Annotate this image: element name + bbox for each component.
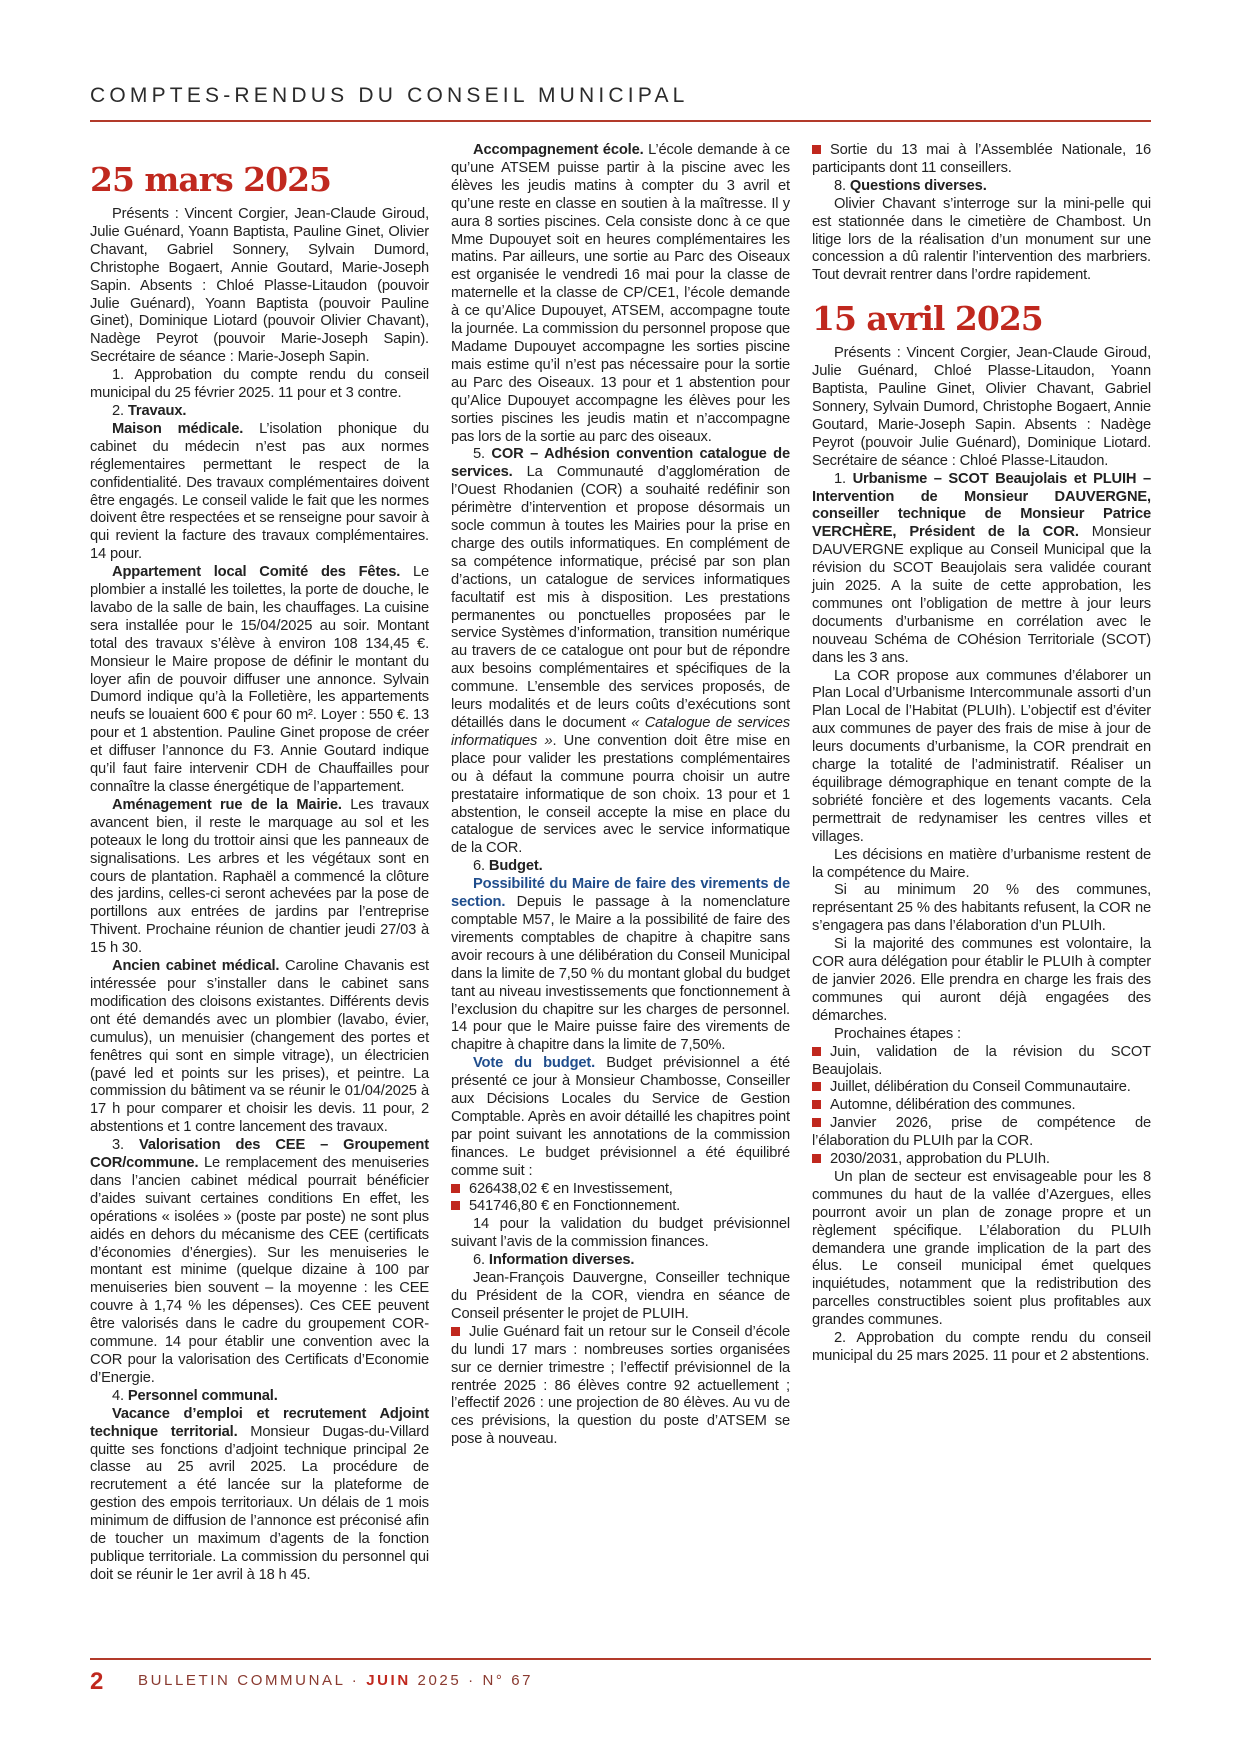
session-2-paragraph-3: Si au minimum 20 % des communes, représentant 25 % des habitants refusent, la COR ne s’engagera pas dans l’élaboration d’un PLUIh. [812,882,1151,935]
footer-rule [90,1658,1151,1660]
column-3 [812,142,1151,1645]
session-1-item-6b-heading: 6. Information diverses. [473,1252,635,1269]
session-2-paragraph-1: La COR propose aux communes d’élaborer un Plan Local d’Urbanisme Intercommunale assorti d’un Plan Local de l’Habitat (PLUIh). L’objectif est d’éviter aux communes de payer des frais de mise à jour de leurs documents d’urbanisme, la COR prendrait en charge la totalité de l’administratif. Réaliser un équilibrage démographique en tenant compte de la sobriété foncière et des logements vacants. Cela permettrait de redynamiser les centres villes et villages. [812,667,1151,845]
session-1-title: 25 mars 2025 [90,160,332,199]
vacance-paragraph: Vacance d’emploi et recrutement Adjoint technique territorial. Monsieur Dugas-du-Villard quitte ses fonctions d’adjoint technique principal 2e classe au 25 avril 2025. La procédure de recrutement a été lancée sur la plateforme de gestion des empois territoriaux. Un délais de 1 mois minimum de diffusion de l’annonce est préconisé afin de toucher un maximum d’agents de la fonction publique territoriale. La commission du personnel qui doit se réunir le 1er avril à 18 h 45. [90,1405,429,1583]
session-2-closing: Un plan de secteur est envisageable pour les 8 communes du haut de la vallée d’Azergues, elles pourront avoir un plan de zonage propre et un règlement spécifique. L’élaboration du PLUIh demandera une grande implication de la part des élus. Le conseil municipal émet quelques inquiétudes, notamment que la redistribution des parcelles constructibles soient plus profitables aux grandes communes. [812,1168,1151,1329]
session-1-item-6-heading: 6. Budget. [473,858,543,875]
session-2-paragraph-4: Si la majorité des communes est volontaire, la COR aura délégation pour établir le PLUIh à compter de janvier 2026. Elle prendra en charge les frais des communes qui auront déjà engagées des démarches. [812,936,1151,1024]
cor-paragraph: 5. COR – Adhésion convention catalogue de services. La Communauté d’agglomération de l’Ouest Rhodanien (COR) a souhaité redéfinir son périmètre d’intervention et propose désormais un socle commun à toutes les Mairies pour la prise en charge des outils informatiques. En complément de sa compétence informatique, précisé par son plan d’actions, un catalogue de services informatiques facultatif est mis à disposition. Les prestations permanentes ou ponctuelles proposées par le service Systèmes d’information, transition numérique au travers de ce catalogue ont pour but de répondre aux besoins complémentaires et spécifiques de la commune. L’ensemble des services proposés, de leurs modalités et de leurs coûts d’exécutions sont détaillés dans le document « Catalogue de services informatiques ». Une convention doit être mise en place pour valider les prestations complémentaires ou à défaut la commune pourra choisir un autre prestataire informatique de son choix. 13 pour et 1 abstention, le conseil accepte la mise en place du catalogue de services avec le service informatique de la COR. [451,446,790,857]
step-item: Juillet, délibération du Conseil Communautaire. [812,1079,1151,1097]
article-columns [90,142,1152,1645]
budget-item-investissement: 626438,02 € en Investissement, [451,1181,790,1199]
cee-paragraph: 3. Valorisation des CEE – Groupement COR/commune. Le remplacement des menuiseries dans l’ancien cabinet médical pourrait bénéficier d’aides suivant certaines conditions En effet, les opérations « isolées » (poste par poste) ne sont plus aidés en dehors du mécanisme des CEE (certificats d’économies d’énergies). Sur les menuiseries le montant est minime (quelque dizaine à 100 par menuiseries bien souvent – la moyenne : les CEE couvre à 1,74 % les dépenses). Ces CEE peuvent être valorisés dans le cadre du groupement COR-commune. 14 pour établir une convention avec la COR pour la valorisation des Certificats d’Economie d’Energie. [90,1137,429,1386]
vote-paragraph: Vote du budget. Budget prévisionnel a été présenté ce jour à Monsieur Chambosse, Conseiller aux Décisions Locales du Service de Gestion Comptable. Après en avoir détaillé les chapitres point par point suivant les annotations de la commission finances. Le budget prévisionnel a été équilibré comme suit : [451,1055,790,1179]
appartement-paragraph: Appartement local Comité des Fêtes. Le plombier a installé les toilettes, la porte de douche, le lavabo de la salle de bain, les chauffages. La cuisine sera installée pour le 15/04/2025 au soir. Montant total des travaux s’élève à environ 108 134,45 €. Monsieur le Maire propose de définir le montant du loyer afin de pouvoir diffuser une annonce. Sylvain Dumord indique qu’à la Folletière, les appartements neufs se louaient 600 € pour 60 m². Loyer : 550 €. 13 pour et 1 abstention. Pauline Ginet propose de créer et diffuser l’annonce du F3. Annie Goutard indique qu’il faut faire intervenir CDH de Chauffailles pour connaître la classe énergétique de l’appartement. [90,564,429,795]
virement-paragraph: Possibilité du Maire de faire des virements de section. Depuis le passage à la nomenclature comptable M57, le Maire a la possibilité de faire des virements comptables de chapitre à chapitre sans avoir recours à une délibération du Conseil Municipal dans la limite de 7,50 % du montant global du budget tant au niveau investissements que fonctionnement à l’exclusion du chapitre sur les charges de personnel. 14 pour que le Maire puisse faire des virements de chapitre à chapitre dans la limite de 7,50%. [451,876,790,1054]
page-number: 2 [90,1668,104,1695]
step-item: Juin, validation de la révision du SCOT Beaujolais. [812,1043,1151,1078]
session-1-item-1: 1. Approbation du compte rendu du conseil municipal du 25 février 2025. 11 pour et 3 contre. [90,367,429,402]
session-1-presents: Présents : Vincent Corgier, Jean-Claude Giroud, Julie Guénard, Yoann Baptista, Pauline Ginet, Olivier Chavant, Gabriel Sonnery, Sylvain Dumord, Christophe Bogaert, Annie Goutard, Marie-Joseph Sapin. Absents : Chloé Plasse-Litaudon (pouvoir Julie Guénard), Yoann Baptista (pouvoir Pauline Ginet), Dominique Liotard (pouvoir Olivier Chavant), Nadège Peyrot (pouvoir Marie-Joseph Sapin). Secrétaire de séance : Marie-Joseph Sapin. [90,206,429,366]
header-rule [90,120,1151,122]
amenagement-paragraph: Aménagement rue de la Mairie. Les travaux avancent bien, il reste le marquage au sol et les poteaux le long du trottoir ainsi que les panneaux de signalisations. Les arbres et les végétaux sont en cours de plantation. Raphaël a commencé la clôture des jardins, celles-ci seront achevées par la pose de portillons aux entrées de jardins par l’entreprise Thivent. Prochaine réunion de chantier jeudi 27/03 à 15 h 30. [90,796,429,957]
session-2-presents: Présents : Vincent Corgier, Jean-Claude Giroud, Julie Guénard, Chloé Plasse-Litaudon, Yoann Baptista, Pauline Ginet, Olivier Chavant, Gabriel Sonnery, Sylvain Dumord, Christophe Bogaert, Annie Goutard, Marie-Joseph Sapin. Absents : Nadège Peyrot (pouvoir Julie Guénard), Dominique Liotard. Secrétaire de séance : Chloé Plasse-Litaudon. [812,345,1151,469]
column-1 [90,150,429,1645]
session-2-title: 15 avril 2025 [812,299,1043,339]
ancien-cabinet-paragraph: Ancien cabinet médical. Caroline Chavanis est intéressée pour s’installer dans le cabinet sans modification des cloisons existantes. Différents devis ont été demandés avec un plombier (lavabo, évier, cumulus), un menuisier (changement des portes et fenêtres qui sont en simple vitrage), un électricien (pavé led et points sur les prises), et peintre. La commission du bâtiment va se réunir le 01/04/2025 à 17 h pour comparer et choisir les devis. 11 pour, 2 abstentions et 1 contre lancement des travaux. [90,958,429,1136]
step-item: Janvier 2026, prise de compétence de l’élaboration du PLUIh par la COR. [812,1115,1151,1150]
info-paragraph: Jean-François Dauvergne, Conseiller technique du Président de la COR, viendra en séance de Conseil présenter le projet de PLUIH. [451,1270,790,1322]
session-1-item-4-heading: 4. Personnel communal. [112,1387,278,1404]
step-item: Automne, délibération des communes. [812,1097,1151,1115]
info-bullet-assemblee: Sortie du 13 mai à l’Assemblée Nationale, 16 participants dont 11 conseillers. [812,142,1151,176]
questions-diverses-paragraph: Olivier Chavant s’interroge sur la mini-pelle qui est stationnée dans le cimetière de Chambost. Un litige lors de la réalisation d’un monument sur une concession a dû ralentir l’intervention des marbriers. Tout devrait rentrer dans l’ordre rapidement. [812,195,1151,284]
session-2-item-2: 2. Approbation du compte rendu du conseil municipal du 25 mars 2025. 11 pour et 2 abstentions. [812,1330,1151,1364]
bulletin-footer: BULLETIN COMMUNAL · JUIN 2025 · N° 67 [138,1672,534,1689]
session-1-item-8-heading: 8. Questions diverses. [834,177,987,194]
info-bullet-conseil-ecole: Julie Guénard fait un retour sur le Conseil d’école du lundi 17 mars : nombreuses sorties organisées sur ce dernier trimestre ; l’effectif prévisionnel de la rentrée 2025 : 86 élèves contre 92 actuellement ; l’effectif 2026 : une projection de 80 élèves. Au vu de ces prévisions, la question du poste d’ATSEM se pose à nouveau. [451,1323,790,1448]
running-title: COMPTES-RENDUS DU CONSEIL MUNICIPAL [90,84,689,107]
session-1-item-2-heading: 2. Travaux. [112,402,187,419]
accompagnement-paragraph: Accompagnement école. L’école demande à ce qu’une ATSEM puisse partir à la piscine avec les élèves les jeudis matins à compter du 3 avril et qu’une reste en classe en soutien à la maîtresse. Il y aura 8 sorties piscines. Cela consiste donc à ce que Mme Dupouyet soit en heures complémentaires les matins. Par ailleurs, une sortie au Parc des Oiseaux est organisée le vendredi 16 mai pour la classe de maternelle et la classe de CP/CE1, l’école demande à ce qu’Alice Dupouyet, ATSEM, accompagne toute la journée. La commission du personnel propose que Madame Dupouyet accompagne les sorties piscine mais estime qu’il n’est pas nécessaire pour la sortie au Parc des Oiseaux. 13 pour et 1 abstention pour qu’Alice Dupouyet accompagne les élèves pour les sorties piscines les jeudis matin et n’accompagne pas lors de la sortie au parc des oiseaux. [451,142,790,445]
session-2-paragraph-5: Prochaines étapes : [834,1025,961,1042]
step-item: 2030/2031, approbation du PLUIh. [812,1151,1151,1169]
budget-item-fonctionnement: 541746,80 € en Fonctionnement. [451,1198,790,1216]
vote-result: 14 pour la validation du budget prévisionnel suivant l’avis de la commission finances. [451,1216,790,1251]
urbanisme-paragraph: 1. Urbanisme – SCOT Beaujolais et PLUIH – Intervention de Monsieur DAUVERGNE, conseiller technique de Monsieur Patrice VERCHÈRE, Président de la COR. Monsieur DAUVERGNE explique au Conseil Municipal que la révision du SCOT Beaujolais sera validée courant juin 2025. A la suite de cette approbation, les communes ont l’obligation de mettre à jour leurs documents d’urbanisme en corrélation avec le nouveau Schéma de COhésion Territoriale (SCOT) dans les 3 ans. [812,470,1152,666]
column-2 [451,142,790,1645]
session-2-paragraph-2: Les décisions en matière d’urbanisme restent de la compétence du Maire. [812,846,1151,881]
maison-medicale-paragraph: Maison médicale. L’isolation phonique du cabinet du médecin n’est pas aux normes réglementaires permettant le respect de la confidentialité. Des travaux complémentaires doivent être engagés. Le conseil valide le fait que les normes doivent être respectées et se renseigne pour savoir à qui revient la facture des travaux complémentaires. 14 pour. [90,420,429,563]
